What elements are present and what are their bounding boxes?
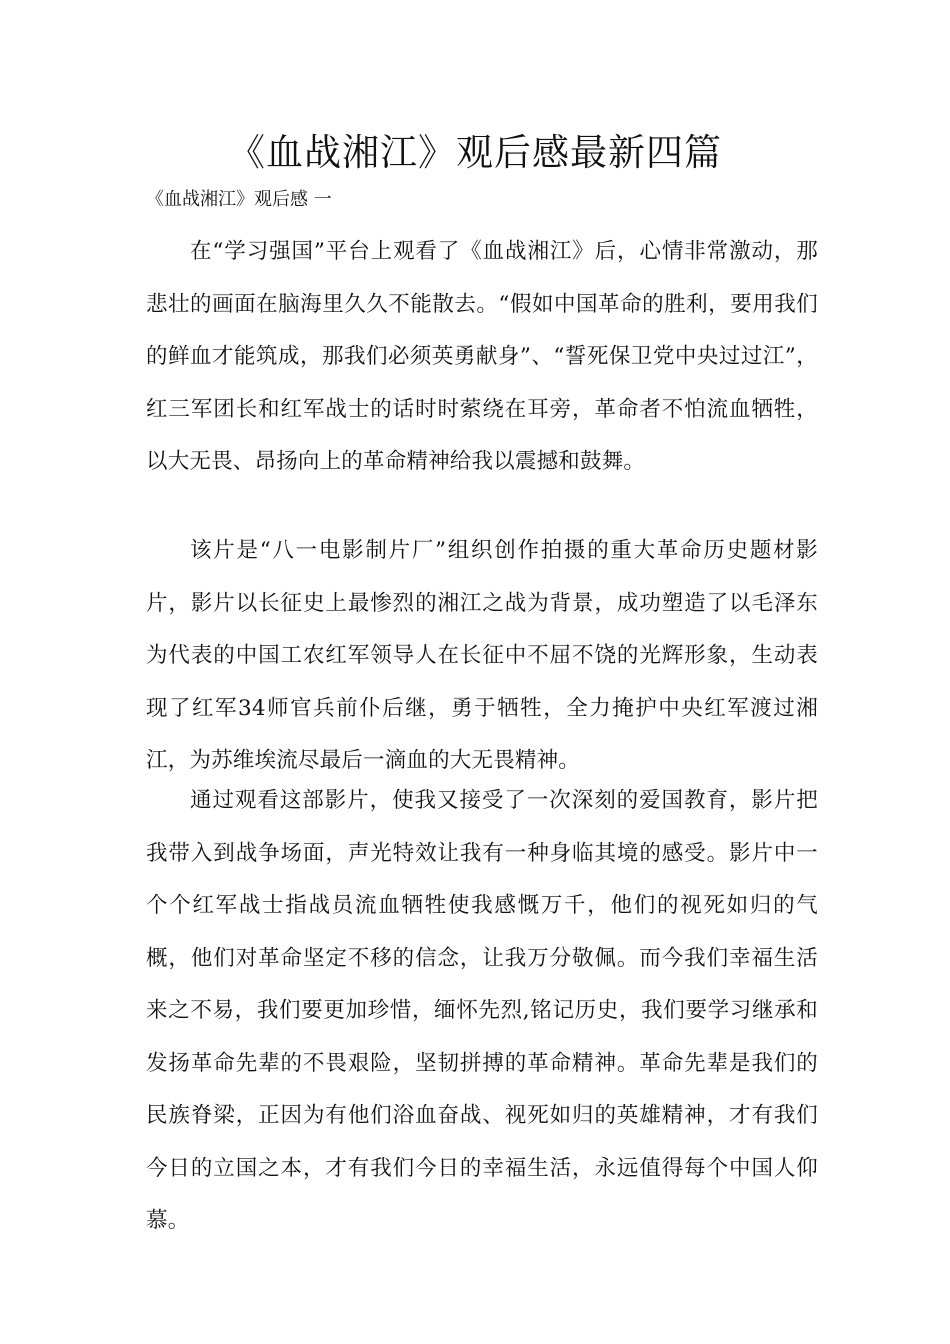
document-title: 《血战湘江》观后感最新四篇 [228,131,722,174]
paragraph-2: 该片是“八一电影制片厂”组织创作拍摄的重大革命历史题材影片，影片以长征史上最惨烈的湘江之战为背景，成功塑造了以毛泽东为代表的中国工农红军领导人在长征中不屈不饶的光辉形象，生动表现了红军34师官兵前仆后继，勇于牺牲，全力掩护中央红军渡过湘江，为苏维埃流尽最后一滴血的大无畏精神。 [146,538,818,773]
section-heading: 《血战湘江》观后感 一 [146,189,332,210]
paragraph-3: 通过观看这部影片，使我又接受了一次深刻的爱国教育，影片把我带入到战争场面，声光特效让我有一种身临其境的感受。影片中一个个红军战士指战员流血牺牲使我感慨万千，他们的视死如归的气概，他们对革命坚定不移的信念，让我万分敬佩。而今我们幸福生活来之不易，我们要更加珍惜，缅怀先烈,铭记历史，我们要学习继承和发扬革命先辈的不畏艰险，坚韧拼搏的革命精神。革命先辈是我们的民族脊梁，正因为有他们浴血奋战、视死如归的英雄精神，才有我们今日的立国之本，才有我们今日的幸福生活，永远值得每个中国人仰慕。 [146,788,818,1233]
paragraph-1: 在“学习强国”平台上观看了《血战湘江》后，心情非常激动，那悲壮的画面在脑海里久久不能散去。“假如中国革命的胜利，要用我们的鲜血才能筑成，那我们必须英勇献身”、“誓死保卫党中央过过江”，红三军团长和红军战士的话时时萦绕在耳旁，革命者不怕流血牺牲，以大无畏、昂扬向上的革命精神给我以震撼和鼓舞。 [146,239,818,474]
